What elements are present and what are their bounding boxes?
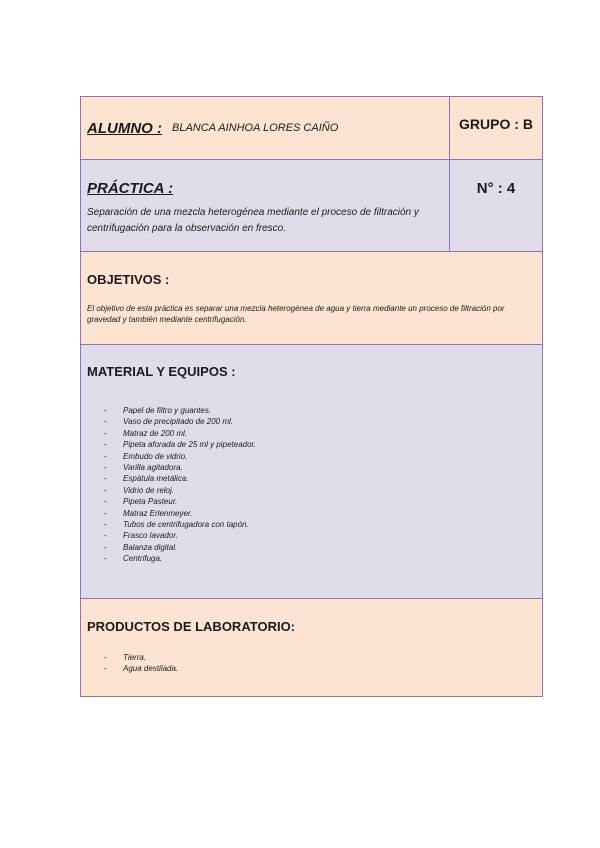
list-item	[87, 519, 536, 530]
list-item	[87, 428, 536, 439]
list-item-text: Tubos de centrifugadora con tapón.	[123, 520, 249, 530]
bullet-dash: -	[104, 417, 107, 427]
practica-cell	[81, 160, 449, 251]
list-item-text: Matraz de 200 ml.	[123, 428, 188, 438]
list-item	[87, 508, 536, 519]
list-item	[87, 416, 536, 427]
practice-sheet	[80, 96, 543, 697]
alumno-label: ALUMNO :	[87, 119, 162, 137]
objetivos-title: OBJETIVOS :	[87, 272, 170, 287]
list-item	[87, 542, 536, 553]
list-item-text: Pipeta aforada de 25 ml y pipeteador.	[123, 440, 257, 450]
header-row	[81, 97, 542, 160]
bullet-dash: -	[104, 664, 107, 674]
material-title: MATERIAL Y EQUIPOS :	[87, 364, 236, 379]
list-item-text: Balanza digital.	[123, 542, 178, 552]
productos-section	[81, 599, 542, 696]
bullet-dash: -	[104, 474, 107, 484]
grupo-label: GRUPO : B	[459, 116, 533, 132]
practica-description: Separación de una mezcla heterogénea mediante el proceso de filtración y centrifugación para la observación en fresco.	[87, 207, 419, 234]
bullet-dash: -	[104, 485, 107, 495]
productos-title: PRODUCTOS DE LABORATORIO:	[87, 619, 296, 634]
material-section	[81, 345, 542, 599]
bullet-dash: -	[104, 554, 107, 564]
grupo-cell	[449, 97, 542, 159]
list-item-text: Matraz Erlenmeyer.	[123, 508, 193, 518]
list-item	[87, 405, 536, 416]
list-item-text: Embudo de vidrio.	[123, 451, 188, 461]
list-item-text: Agua destilada.	[123, 664, 179, 674]
list-item-text: Centrifuga.	[123, 554, 163, 564]
list-item	[87, 462, 536, 473]
number-cell	[449, 160, 542, 251]
list-item	[87, 553, 536, 564]
list-item-text: Frasco lavador.	[123, 531, 178, 541]
objetivos-section	[81, 252, 542, 345]
material-list	[87, 405, 536, 565]
practice-number: N° : 4	[476, 180, 516, 197]
list-item-text: Papel de filtro y guantes.	[123, 406, 212, 415]
list-item-text: Vidrio de reloj.	[123, 485, 174, 495]
bullet-dash: -	[104, 463, 107, 473]
list-item	[87, 451, 536, 462]
practica-row	[81, 160, 542, 252]
bullet-dash: -	[104, 440, 107, 450]
alumno-cell	[81, 97, 449, 159]
bullet-dash: -	[104, 520, 107, 530]
list-item	[87, 663, 536, 674]
list-item-text: Vaso de precipitado de 200 ml.	[123, 417, 233, 427]
list-item-text: Varilla agitadora.	[123, 463, 183, 473]
list-item	[87, 439, 536, 450]
productos-list	[87, 652, 536, 675]
list-item-text: Pipeta Pasteur.	[123, 497, 178, 507]
bullet-dash: -	[104, 406, 107, 415]
alumno-name: BLANCA AINHOA LORES CAIÑO	[172, 122, 339, 134]
list-item-text: Espátula metálica.	[123, 474, 189, 484]
list-item	[87, 652, 536, 663]
bullet-dash: -	[104, 451, 107, 461]
bullet-dash: -	[104, 508, 107, 518]
list-item	[87, 473, 536, 484]
objetivos-text: El objetivo de esta práctica es separar una mezcla heterogénea de agua y tierra mediante un proceso de filtración por gravedad y también mediante centrifugación.	[87, 304, 505, 324]
bullet-dash: -	[104, 531, 107, 541]
bullet-dash: -	[104, 428, 107, 438]
practica-label: PRÁCTICA :	[87, 180, 174, 197]
list-item-text: Tierra.	[123, 653, 147, 662]
bullet-dash: -	[104, 542, 107, 552]
list-item	[87, 496, 536, 507]
list-item	[87, 485, 536, 496]
bullet-dash: -	[104, 497, 107, 507]
bullet-dash: -	[104, 653, 107, 662]
list-item	[87, 530, 536, 541]
